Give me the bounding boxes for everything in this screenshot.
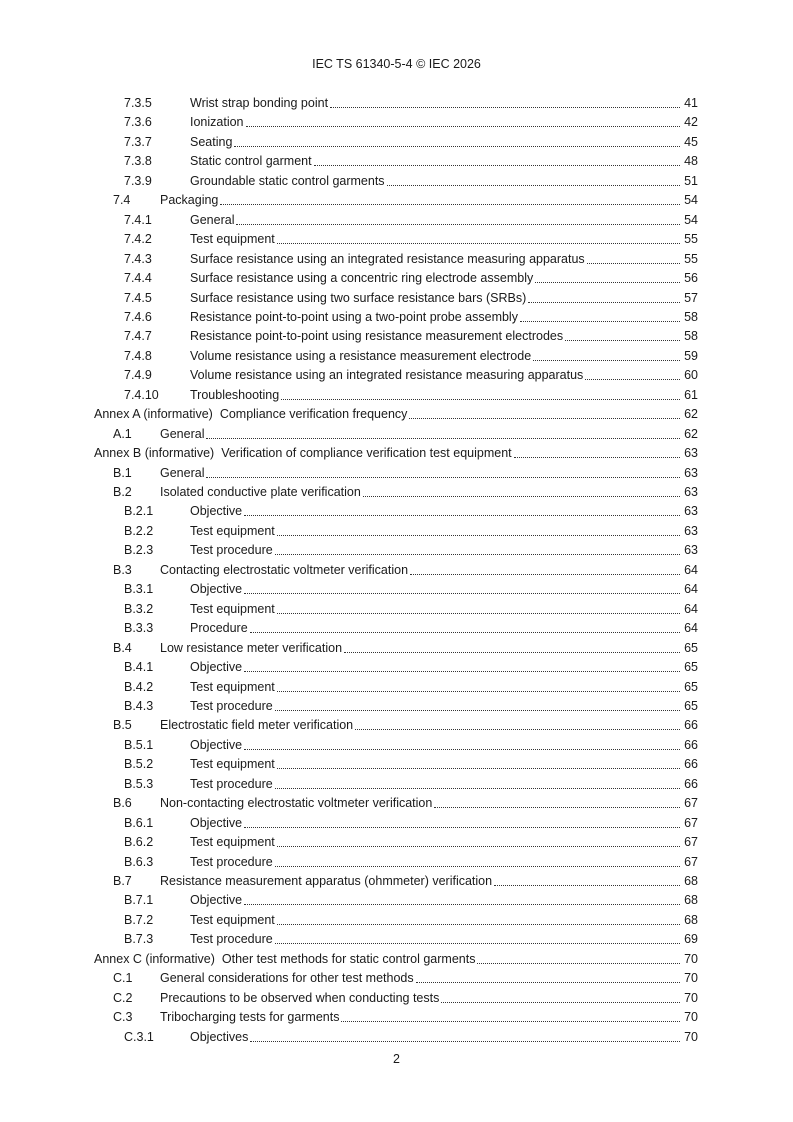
toc-entry-title: Isolated conductive plate verification [160,485,361,499]
toc-entry-title: General considerations for other test methods [160,971,414,986]
toc-entry-title: Objective [190,893,243,908]
toc-entry[interactable] [124,171,698,189]
toc-entry-title: Test procedure [190,698,273,713]
dot-leader [363,496,680,497]
toc-entry-page: 64 [684,562,698,577]
toc-entry-number: 7.4.1 [124,212,152,227]
toc-entry-number: B.7.1 [124,893,154,908]
dot-leader [206,477,680,478]
toc-entry-title: Groundable static control garments [190,173,385,188]
toc-entry[interactable] [113,968,698,986]
dot-leader [250,1041,680,1042]
toc-entry-number: 7.3.5 [124,96,152,110]
toc-entry[interactable] [124,832,698,850]
toc-entry-number: 7.4.7 [124,329,152,344]
toc-entry-number: B.7.3 [124,932,154,947]
toc-entry-number: B.4.1 [124,660,154,675]
toc-entry[interactable] [124,599,698,617]
toc-entry-title: Electrostatic field meter verification [160,718,354,733]
toc-entry-title: General [160,465,205,480]
toc-entry[interactable] [124,540,698,558]
dot-leader [244,671,680,672]
dot-leader [275,710,680,711]
toc-entry-page: 65 [684,660,698,675]
toc-entry[interactable] [124,813,698,831]
toc-entry-title: Surface resistance using an integrated resistance measuring apparatus [190,251,585,266]
toc-entry-page: 57 [684,290,698,305]
toc-entry-number: B.3.2 [124,601,154,616]
toc-entry[interactable] [113,871,698,889]
toc-entry-page: 65 [684,640,698,655]
toc-entry-title: Volume resistance using a resistance measurement electrode [190,348,532,363]
toc-entry-title: Volume resistance using an integrated resistance measuring apparatus [190,368,584,383]
toc-entry[interactable] [124,774,698,792]
toc-entry-title: Ionization [190,115,244,130]
dot-leader [244,749,680,750]
dot-leader [341,1021,680,1022]
dot-leader [244,515,680,516]
toc-entry-title: Static control garment [190,154,312,169]
dot-leader [344,652,680,653]
toc-entry-title: Low resistance meter verification [160,640,343,655]
toc-entry-number: B.3.1 [124,582,154,597]
toc-entry-title: Objective [190,582,243,597]
toc-entry-number: 7.4.2 [124,232,152,247]
toc-entry-page: 68 [684,874,698,888]
toc-entry-number: B.3.3 [124,621,154,636]
toc-entry-number: Annex B (informative) [94,446,215,461]
toc-entry-number: B.6 [113,796,132,811]
toc-entry[interactable] [124,696,698,714]
dot-leader [314,165,680,166]
toc-entry-number: Annex C (informative) [94,951,215,966]
toc-entry-title: Compliance verification frequency [219,407,408,422]
dot-leader [330,107,680,108]
toc-entry[interactable] [124,754,698,772]
dot-leader [565,340,680,341]
toc-entry-number: 7.4.9 [124,368,152,383]
toc-entry[interactable] [124,229,698,247]
toc-entry-number: 7.4.5 [124,290,152,305]
toc-entry-number: B.6.3 [124,854,154,869]
dot-leader [410,574,680,575]
dot-leader [520,321,680,322]
toc-entry-number: C.3.1 [124,1029,154,1044]
dot-leader [277,243,680,244]
toc-entry-number: 7.4.6 [124,309,152,324]
toc-entry-title: Packaging [160,193,219,208]
toc-entry-title: Test equipment [190,232,275,247]
toc-entry-title: General [190,212,235,227]
page-number: 2 [393,1052,400,1066]
toc-entry-page: 66 [684,737,698,752]
toc-entry-number: 7.4 [113,193,131,208]
dot-leader [355,729,680,730]
toc-entry[interactable] [124,1027,698,1045]
toc-entry-number: 7.3.8 [124,154,152,169]
toc-entry[interactable] [113,715,698,733]
toc-entry-title: Surface resistance using a concentric ring electrode assembly [190,271,534,286]
toc-entry-number: Annex A (informative) [94,407,213,422]
toc-entry[interactable] [124,852,698,870]
dot-leader [275,788,680,789]
toc-entry-page: 63 [684,543,698,558]
toc-entry[interactable] [124,151,698,169]
toc-entry-page: 58 [684,309,698,324]
dot-leader [494,885,680,886]
toc-entry-title: Test equipment [190,601,275,616]
toc-entry-number: B.4.3 [124,698,154,713]
toc-entry-page: 59 [684,348,698,363]
dot-leader [277,691,680,692]
toc-entry-number: B.2.3 [124,543,154,558]
dot-leader [250,632,680,633]
toc-entry-title: Resistance measurement apparatus (ohmmeter) verification [160,874,493,888]
toc-entry-page: 66 [684,757,698,772]
toc-entry[interactable] [124,910,698,928]
toc-entry-title: Objective [190,815,243,830]
toc-entry-number: B.5.1 [124,737,154,752]
toc-entry[interactable] [113,1007,698,1025]
toc-entry-number: 7.4.3 [124,251,152,266]
dot-leader [244,904,680,905]
toc-entry-title: Objective [190,660,243,675]
toc-entry-page: 55 [684,251,698,266]
toc-entry-number: B.3 [113,562,132,577]
toc-entry-title: Test procedure [190,776,273,791]
toc-entry-page: 69 [684,932,698,947]
toc-entry-number: C.3 [113,1010,133,1025]
toc-entry-page: 63 [684,504,698,519]
toc-entry[interactable] [113,424,698,442]
toc-entry[interactable] [94,949,698,967]
toc-entry[interactable] [113,560,698,578]
toc-entry-page: 61 [684,387,698,402]
dot-leader [244,593,680,594]
dot-leader [585,379,680,380]
toc-entry-page: 67 [684,854,698,869]
toc-entry[interactable] [124,501,698,519]
toc-entry-title: Surface resistance using two surface resistance bars (SRBs) [190,290,527,305]
dot-leader [409,418,680,419]
toc-entry-page: 56 [684,271,698,286]
toc-entry-title: Contacting electrostatic voltmeter verification [160,562,409,577]
dot-leader [528,302,680,303]
toc-entry[interactable] [124,521,698,539]
dot-leader [236,224,680,225]
toc-entry-page: 55 [684,232,698,247]
toc-entry-title: Resistance point-to-point using a two-point probe assembly [190,309,518,324]
dot-leader [277,613,680,614]
toc-entry-page: 70 [684,971,698,986]
toc-entry-title: Objectives [190,1029,249,1044]
toc-entry[interactable] [124,385,698,403]
toc-entry-page: 70 [684,990,698,1005]
toc-entry-page: 60 [684,368,698,383]
toc-entry[interactable] [124,93,698,111]
toc-entry-page: 64 [684,621,698,636]
dot-leader [277,846,680,847]
dot-leader [220,204,680,205]
dot-leader [587,263,680,264]
toc-entry-page: 63 [684,465,698,480]
toc-entry-page: 41 [684,96,698,110]
toc-entry-title: Tribocharging tests for garments [160,1010,340,1025]
toc-entry[interactable] [124,346,698,364]
dot-leader [387,185,680,186]
toc-entry-page: 70 [684,951,698,966]
toc-entry-title: Troubleshooting [190,387,280,402]
toc-entry-number: B.2.2 [124,523,154,538]
toc-entry-title: Test equipment [190,912,275,927]
toc-entry[interactable] [124,657,698,675]
toc-entry-page: 64 [684,582,698,597]
toc-entry[interactable] [124,249,698,267]
toc-entry-number: C.1 [113,971,133,986]
toc-entry-page: 63 [684,485,698,499]
toc-entry[interactable] [113,190,698,208]
toc-entry-title: Seating [190,134,233,149]
toc-entry-title: Test equipment [190,523,275,538]
toc-entry[interactable] [124,677,698,695]
toc-entry-title: Objective [190,737,243,752]
toc-entry[interactable] [113,482,698,500]
toc-entry[interactable] [113,988,698,1006]
toc-entry-number: B.4.2 [124,679,154,694]
toc-entry-number: B.5.3 [124,776,154,791]
dot-leader [535,282,680,283]
toc-entry-number: B.4 [113,640,132,655]
dot-leader [277,924,680,925]
running-header: IEC TS 61340-5-4 © IEC 2026 [312,57,481,71]
toc-entry[interactable] [124,326,698,344]
toc-entry[interactable] [124,268,698,286]
dot-leader [514,457,680,458]
toc-entry-title: Objective [190,504,243,519]
toc-entry[interactable] [124,890,698,908]
toc-entry-title: Test procedure [190,854,273,869]
toc-entry[interactable] [124,579,698,597]
toc-entry-title: Test procedure [190,932,273,947]
toc-entry-page: 54 [684,193,698,208]
toc-entry-title: Non-contacting electrostatic voltmeter verification [160,796,433,811]
toc-entry-number: C.2 [113,990,133,1005]
toc-entry-number: A.1 [113,426,132,441]
toc-entry-title: Verification of compliance verification test equipment [221,446,512,461]
toc-entry-title: Wrist strap bonding point [190,96,329,110]
toc-entry-number: B.6.2 [124,835,154,850]
toc-entry-page: 70 [684,1029,698,1044]
toc-entry-number: 7.3.7 [124,134,152,149]
dot-leader [275,554,680,555]
toc-entry-page: 58 [684,329,698,344]
toc-entry-page: 67 [684,815,698,830]
toc-entry-number: B.5.2 [124,757,154,772]
toc-entry-title: Test equipment [190,679,275,694]
dot-leader [281,399,680,400]
dot-leader [277,768,680,769]
dot-leader [477,963,680,964]
dot-leader [275,943,680,944]
toc-entry-page: 54 [684,212,698,227]
toc-entry-page: 63 [684,446,698,461]
dot-leader [246,126,680,127]
toc-entry-page: 45 [684,134,698,149]
dot-leader [416,982,680,983]
toc-entry-number: B.2.1 [124,504,154,519]
toc-entry-page: 68 [684,912,698,927]
toc-entry-number: 7.4.8 [124,348,152,363]
toc-entry-title: Other test methods for static control garments [221,951,476,966]
toc-entry-number: B.1 [113,465,132,480]
toc-entry[interactable] [124,365,698,383]
toc-entry-number: B.7.2 [124,912,154,927]
toc-entry-page: 62 [684,407,698,422]
toc-entry-title: Procedure [190,621,248,636]
toc-entry-title: Test equipment [190,757,275,772]
toc-entry[interactable] [124,618,698,636]
toc-entry-number: 7.3.9 [124,173,152,188]
toc-entry[interactable] [94,404,698,422]
toc-entry-page: 42 [684,115,698,130]
toc-entry[interactable] [124,210,698,228]
toc-entry-title: Resistance point-to-point using resistance measurement electrodes [190,329,564,344]
toc-entry[interactable] [94,443,698,461]
toc-entry-title: Test equipment [190,835,275,850]
toc-entry[interactable] [124,929,698,947]
toc-entry-number: B.7 [113,874,132,888]
toc-entry-page: 66 [684,718,698,733]
toc-entry[interactable] [124,288,698,306]
toc-entry-page: 65 [684,679,698,694]
toc-entry-page: 67 [684,835,698,850]
toc-entry-page: 68 [684,893,698,908]
dot-leader [434,807,680,808]
toc-entry-page: 66 [684,776,698,791]
toc-entry-page: 65 [684,698,698,713]
toc-entry-number: B.5 [113,718,132,733]
toc-entry-page: 67 [684,796,698,811]
toc-entry-number: 7.3.6 [124,115,152,130]
toc-entry-page: 62 [684,426,698,441]
toc-entry[interactable] [124,735,698,753]
dot-leader [275,866,680,867]
toc-entry-title: Test procedure [190,543,273,558]
toc-entry[interactable] [124,112,698,130]
toc-entry-page: 64 [684,601,698,616]
toc-entry[interactable] [113,793,698,811]
toc-entry[interactable] [113,463,698,481]
toc-entry-number: B.2 [113,485,132,499]
dot-leader [277,535,680,536]
toc-entry-title: Precautions to be observed when conducting tests [160,990,440,1005]
toc-entry-number: 7.4.4 [124,271,152,286]
dot-leader [533,360,680,361]
toc-entry-page: 51 [684,173,698,188]
toc-entry[interactable] [113,638,698,656]
toc-entry-page: 48 [684,154,698,169]
toc-entry[interactable] [124,132,698,150]
toc-entry[interactable] [124,307,698,325]
toc-entry-number: 7.4.10 [124,387,159,402]
dot-leader [244,827,680,828]
toc-entry-page: 70 [684,1010,698,1025]
dot-leader [206,438,680,439]
dot-leader [234,146,680,147]
dot-leader [441,1002,680,1003]
toc-entry-page: 63 [684,523,698,538]
toc-entry-title: General [160,426,205,441]
toc-entry-number: B.6.1 [124,815,154,830]
